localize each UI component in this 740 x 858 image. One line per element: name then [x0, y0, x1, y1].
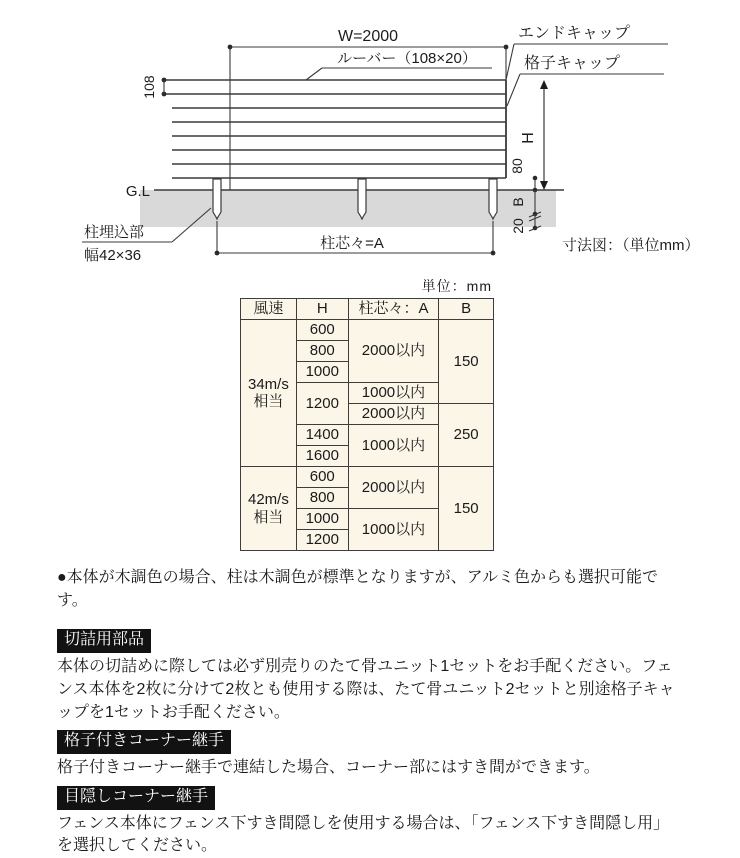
end-cap-label: エンドキャップ [518, 25, 631, 42]
post-left [213, 179, 221, 219]
color-note: ●本体が木調色の場合、柱は木調色が標準となりますが、アルミ色からも選択可能です。 [57, 569, 659, 609]
notes-block [57, 567, 683, 858]
wind-speed-cell [241, 320, 297, 467]
spec-table [240, 298, 494, 551]
section-heading: 切詰用部品 [57, 629, 151, 653]
lattice-cap-leader [507, 74, 664, 106]
h-cell: 800 [296, 341, 348, 362]
ground-level-label: G.L [125, 183, 150, 200]
louver-label: ルーバー（108×20） [337, 50, 477, 67]
table-unit-label: 単位：mm [421, 278, 492, 294]
post-embed-size-label: 幅42×36 [84, 247, 142, 264]
louver-panel [164, 80, 506, 178]
section-privacy-corner-joint [57, 783, 683, 858]
h-cell: 1000 [296, 362, 348, 383]
post-pitch-label: 柱芯々=A [320, 235, 384, 252]
h-cell: 1600 [296, 446, 348, 467]
post-right [489, 179, 497, 219]
lattice-cap-label: 格子キャップ [524, 55, 621, 72]
height-dimension-label: H [520, 132, 537, 144]
h-cell: 600 [296, 320, 348, 341]
louver-height-dimension [162, 78, 167, 97]
wind-speed-value: 42m/s [248, 491, 289, 509]
h-cell: 1000 [296, 509, 348, 530]
b-cell: 250 [439, 404, 494, 467]
a-cell: 1000以内 [348, 425, 439, 467]
wind-speed-suffix: 相当 [253, 508, 284, 526]
h-cell: 1200 [296, 530, 348, 551]
col-header-wind: 風速 [241, 299, 297, 320]
louver-callout-leader [306, 68, 492, 80]
section-cut-parts [57, 626, 683, 724]
b-cell: 150 [439, 467, 494, 551]
table-row [241, 320, 494, 341]
diagram-caption: 寸法図：（単位mm） [562, 237, 700, 254]
h-cell: 600 [296, 467, 348, 488]
section-heading: 目隠しコーナー継手 [57, 786, 215, 810]
b-cell: 150 [439, 320, 494, 404]
section-body: フェンス本体にフェンス下すき間隠しを使用する場合は、「フェンス下すき間隠し用」を選択してください。 [57, 814, 670, 855]
louver-height-label: 108 [141, 75, 157, 99]
bottom-gap-label: 80 [509, 158, 525, 174]
bottom-gap-dimension [533, 176, 538, 193]
h-cell: 1200 [296, 383, 348, 425]
fence-dimension-diagram [0, 0, 740, 272]
height-dimension [540, 80, 548, 190]
a-cell: 2000以内 [348, 320, 439, 383]
post-embed-label: 柱埋込部 [84, 224, 145, 241]
embed-depth-label: B [510, 197, 526, 207]
below-tip-label: 20 [510, 218, 526, 234]
col-header-b: B [439, 299, 494, 320]
spec-table-block [240, 274, 494, 551]
section-body: 格子付きコーナー継手で連結した場合、コーナー部にはすき間ができます。 [57, 759, 600, 777]
wind-speed-suffix: 相当 [253, 393, 284, 410]
wind-speed-value: 34m/s [248, 375, 289, 393]
post-middle [358, 179, 366, 219]
table-row [241, 467, 494, 488]
h-cell: 1400 [296, 425, 348, 446]
a-cell: 1000以内 [348, 383, 439, 404]
h-cell: 800 [296, 488, 348, 509]
col-header-h: H [296, 299, 348, 320]
a-cell: 1000以内 [348, 509, 439, 551]
col-header-a: 柱芯々：A [348, 299, 439, 320]
width-dimension-label: W=2000 [337, 28, 399, 45]
a-cell: 2000以内 [348, 467, 439, 509]
a-cell: 2000以内 [348, 404, 439, 425]
section-lattice-corner-joint [57, 727, 683, 780]
wind-speed-cell [241, 467, 297, 551]
section-heading: 格子付きコーナー継手 [57, 730, 231, 754]
table-header-row [241, 299, 494, 320]
section-body: 本体の切詰めに際しては必ず別売りのたて骨ユニット1セットをお手配ください。フェンス本体を2枚に分けて2枚とも使用する際は、たて骨ユニット2セットと別途格子キャップを1セットお手配ください。 [57, 658, 675, 721]
